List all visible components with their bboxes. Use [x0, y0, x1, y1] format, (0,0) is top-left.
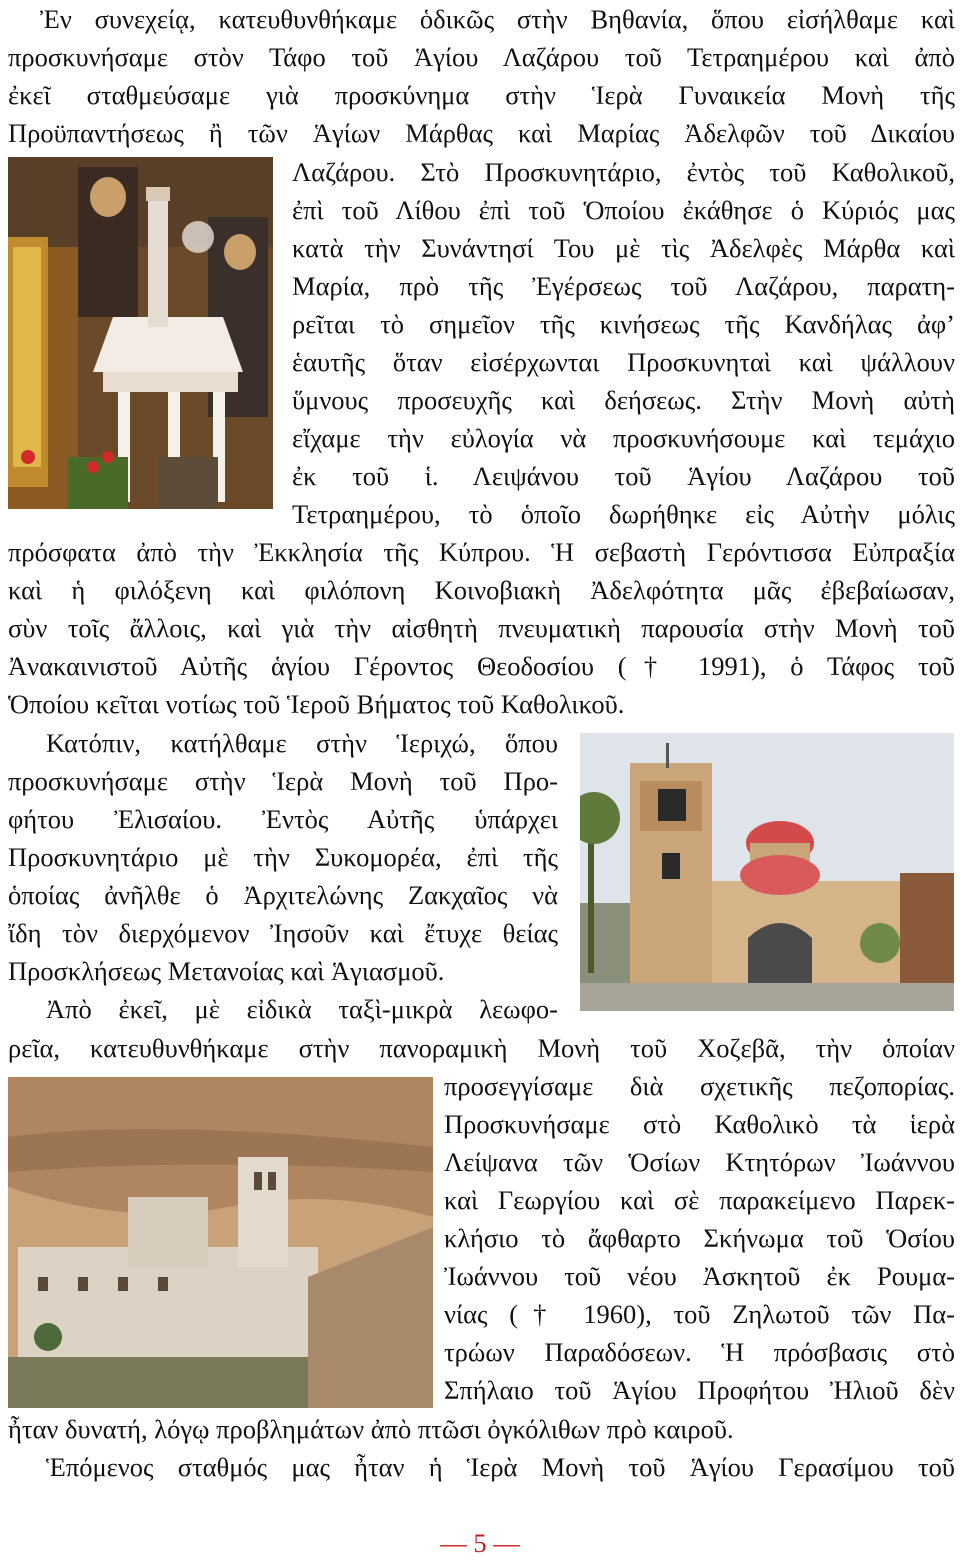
text-line: ὁποίας ἀνῆλθε ὁ Ἀρχιτελώνης Ζακχαῖος νὰ [8, 880, 558, 910]
text-line: καὶ ἡ φιλόξενη καὶ φιλόπονη Κοινοβιακὴ Ἀδελφότητα μᾶς ἐβεβαίωσαν, [8, 575, 955, 605]
text-line: Προσκλήσεως Μετανοίας καὶ Ἁγιασμοῦ. [8, 956, 445, 986]
photo-monastery-choziba [8, 1077, 433, 1408]
text-line: σὺν τοῖς ἄλλοις, καὶ γιὰ τὴν αἰσθητὴ πνευματικὴ παρουσία στὴν Μονὴ τοῦ [8, 613, 955, 643]
text-line: προσκυνήσαμε στὸν Τάφο τοῦ Ἁγίου Λαζάρου τοῦ Τετραημέρου καὶ ἀπὸ [8, 42, 955, 72]
text-line: Ἀπὸ ἐκεῖ, μὲ εἰδικὰ ταξὶ-μικρὰ λεωφο- [46, 994, 558, 1024]
text-line: Λαζάρου. Στὸ Προσκυνητάριο, ἐντὸς τοῦ Καθολικοῦ, [292, 157, 955, 187]
text-line: Ἑπόμενος σταθμός μας ἦταν ἡ Ἱερὰ Μονὴ τοῦ Ἁγίου Γερασίμου τοῦ [46, 1452, 955, 1482]
text-line: ἴδη τὸν διερχόμενον Ἰησοῦν καὶ ἔτυχε θείας [8, 918, 558, 948]
text-line: Ἰωάννου τοῦ νέου Ἀσκητοῦ ἐκ Ρουμα- [444, 1261, 955, 1291]
text-line: Ἐν συνεχείᾳ, κατευθυνθήκαμε ὁδικῶς στὴν Βηθανία, ὅπου εἰσήλθαμε καὶ [40, 4, 955, 34]
text-line: Τετραημέρου, τὸ ὁποῖο δωρήθηκε εἰς Αὐτὴν μόλις [292, 499, 955, 529]
text-line: Ὁποίου κεῖται νοτίως τοῦ Ἱεροῦ Βήματος τοῦ Καθολικοῦ. [8, 689, 625, 719]
text-line: Σπήλαιο τοῦ Ἁγίου Προφήτου Ἠλιοῦ δὲν [444, 1375, 955, 1405]
text-line: κλήσιο τὸ ἄφθαρτο Σκήνωμα τοῦ Ὁσίου [444, 1223, 955, 1253]
text-line: εἴχαμε τὴν εὐλογία νὰ προσκυνήσουμε καὶ τεμάχιο [292, 423, 955, 453]
text-line: φήτου Ἐλισαίου. Ἐντὸς Αὐτῆς ὑπάρχει [8, 804, 558, 834]
text-line: ρεῖα, κατευθυνθήκαμε στὴν πανοραμικὴ Μονὴ τοῦ Χοζεβᾶ, τὴν ὁποίαν [8, 1033, 955, 1063]
photo-monastery-jericho [580, 733, 954, 1011]
text-line: Μαρία, πρὸ τῆς Ἐγέρσεως τοῦ Λαζάρου, παρατη- [292, 271, 955, 301]
text-line: προσκυνήσαμε στὴν Ἱερὰ Μονὴ τοῦ Προ- [8, 766, 558, 796]
text-line: Κατόπιν, κατήλθαμε στὴν Ἱεριχώ, ὅπου [46, 728, 558, 758]
text-line: Προϋπαντήσεως ἢ τῶν Ἁγίων Μάρθας καὶ Μαρίας Ἀδελφῶν τοῦ Δικαίου [8, 118, 955, 148]
text-line: ἐκ τοῦ ἱ. Λειψάνου τοῦ Ἁγίου Λαζάρου τοῦ [292, 461, 955, 491]
text-line: Προσκυνητάριο μὲ τὴν Συκομορέα, ἐπὶ τῆς [8, 842, 558, 872]
text-line: Προσκυνήσαμε στὸ Καθολικὸ τὰ ἱερὰ [444, 1109, 955, 1139]
text-line: προσεγγίσαμε διὰ σχετικῆς πεζοπορίας. [444, 1071, 955, 1101]
page-number: — 5 — [440, 1528, 520, 1558]
text-line: πρόσφατα ἀπὸ τὴν Ἐκκλησία τῆς Κύπρου. Ἡ σεβαστὴ Γερόντισσα Εὐπραξία [8, 537, 955, 567]
text-line: ἑαυτῆς ὅταν εἰσέρχωνται Προσκυνηταὶ καὶ ψάλλουν [292, 347, 955, 377]
text-line: τρώων Παραδόσεων. Ἡ πρόσβασις στὸ [444, 1337, 955, 1367]
text-line: ἐπὶ τοῦ Λίθου ἐπὶ τοῦ Ὁποίου ἐκάθησε ὁ Κύριός μας [292, 195, 955, 225]
text-line: ἦταν δυνατή, λόγῳ προβλημάτων ἀπὸ πτῶσι ὀγκόλιθων πρὸ καιροῦ. [8, 1414, 734, 1444]
text-line: ἐκεῖ σταθμεύσαμε γιὰ προσκύνημα στὴν Ἱερὰ Γυναικεία Μονὴ τῆς [8, 80, 955, 110]
text-line: Λείψανα τῶν Ὁσίων Κτητόρων Ἰωάννου [444, 1147, 955, 1177]
text-line: Ἀνακαινιστοῦ Αὐτῆς ἁγίου Γέροντος Θεοδοσίου († 1991), ὁ Τάφος τοῦ [8, 651, 955, 681]
text-line: νίας († 1960), τοῦ Ζηλωτοῦ τῶν Πα- [444, 1299, 955, 1329]
text-line: κατὰ τὴν Συνάντησί Του μὲ τὶς Ἀδελφὲς Μάρθα καὶ [292, 233, 955, 263]
text-line: ρεῖται τὸ σημεῖον τῆς κινήσεως τῆς Κανδήλας ἀφ’ [292, 309, 955, 339]
photo-shrine-interior [8, 157, 273, 509]
text-line: καὶ Γεωργίου καὶ σὲ παρακείμενο Παρεκ- [444, 1185, 955, 1215]
text-line: ὕμνους προσευχῆς καὶ δεήσεως. Στὴν Μονὴ αὐτὴ [292, 385, 955, 415]
